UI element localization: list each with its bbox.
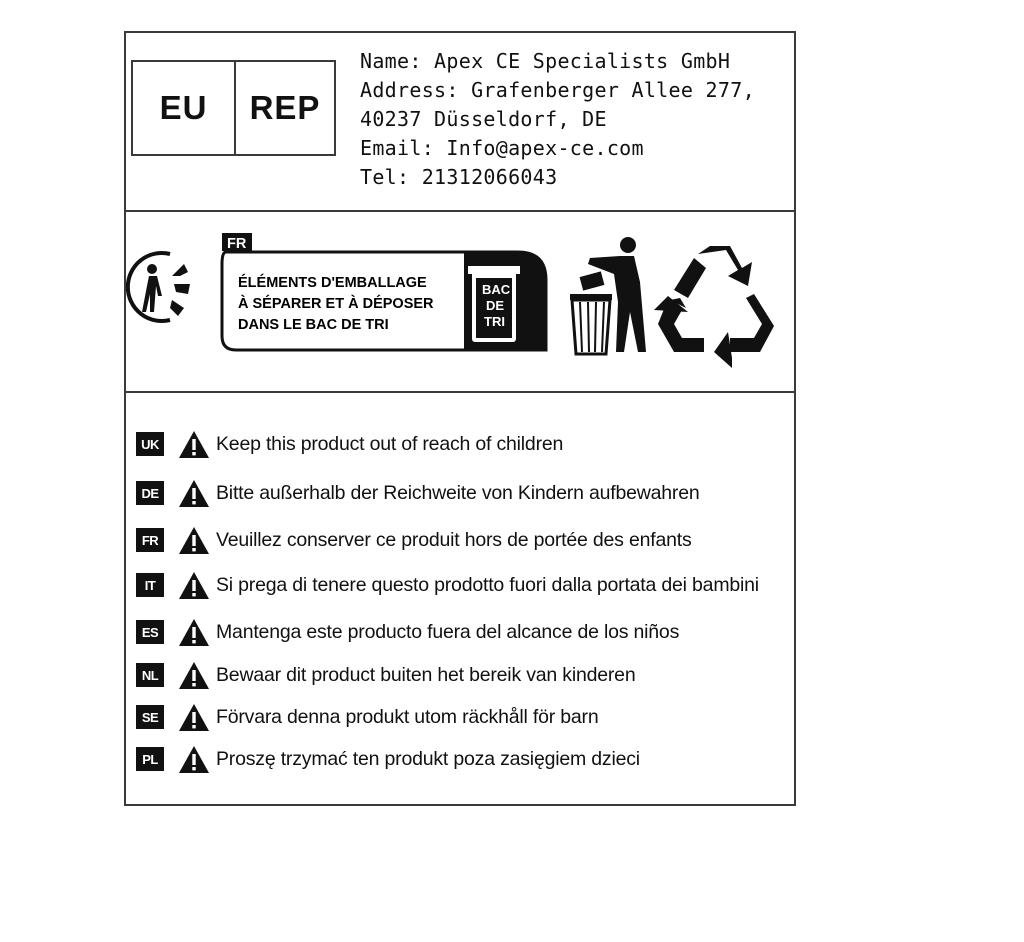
language-code-badge: FR xyxy=(136,528,164,552)
warning-triangle-icon xyxy=(178,703,210,732)
recycling-symbols xyxy=(126,212,794,391)
warning-row xyxy=(136,744,640,774)
warning-text: Bewaar dit product buiten het bereik van kinderen xyxy=(216,663,636,686)
recycling-section xyxy=(126,212,794,393)
language-code-badge: PL xyxy=(136,747,164,771)
triman-country-tag: FR xyxy=(227,236,247,252)
warning-triangle-icon xyxy=(178,526,210,555)
representative-address-block xyxy=(360,47,755,192)
warning-triangle-icon xyxy=(178,618,210,647)
warning-row xyxy=(136,478,700,508)
warning-row xyxy=(136,617,679,647)
language-code-badge: UK xyxy=(136,432,164,456)
representative-name: Name: Apex CE Specialists GmbH xyxy=(360,49,731,73)
warning-text: Veuillez conserver ce produit hors de portée des enfants xyxy=(216,528,692,551)
warning-triangle-icon xyxy=(178,745,210,774)
triman-line2: À SÉPARER ET À DÉPOSER xyxy=(238,296,434,312)
triman-icon xyxy=(128,253,190,321)
language-code-badge: DE xyxy=(136,481,164,505)
representative-tel: Tel: 21312066043 xyxy=(360,165,558,189)
language-code-badge: ES xyxy=(136,620,164,644)
ec-rep-eu: EU xyxy=(133,62,236,154)
warning-text: Keep this product out of reach of children xyxy=(216,432,564,455)
bin-label-1: BAC xyxy=(482,282,511,297)
triman-line3: DANS LE BAC DE TRI xyxy=(238,317,389,333)
warning-row xyxy=(136,570,759,600)
warning-row xyxy=(136,660,635,690)
language-code-badge: IT xyxy=(136,573,164,597)
warnings-section xyxy=(126,393,794,806)
representative-address-line2: 40237 Düsseldorf, DE xyxy=(360,107,607,131)
authorized-representative-section xyxy=(126,33,794,212)
warning-text: Bitte außerhalb der Reichweite von Kindern aufbewahren xyxy=(216,481,700,504)
triman-line1: ÉLÉMENTS D'EMBALLAGE xyxy=(238,275,427,291)
triman-info-box xyxy=(222,233,546,350)
tidy-man-icon xyxy=(570,237,646,354)
warning-text: Mantenga este producto fuera del alcance de los niños xyxy=(216,620,680,643)
language-code-badge: NL xyxy=(136,663,164,687)
recycle-icon xyxy=(654,246,774,368)
warning-row xyxy=(136,702,599,732)
warning-triangle-icon xyxy=(178,479,210,508)
language-code-badge: SE xyxy=(136,705,164,729)
warning-text: Si prega di tenere questo prodotto fuori dalla portata dei bambini xyxy=(216,573,759,596)
ec-rep-rep: REP xyxy=(249,89,321,126)
product-label xyxy=(124,31,796,806)
warning-text: Förvara denna produkt utom räckhåll för barn xyxy=(216,705,599,728)
bin-label-3: TRI xyxy=(484,314,505,329)
representative-email: Email: Info@apex-ce.com xyxy=(360,136,644,160)
warning-triangle-icon xyxy=(178,571,210,600)
warning-triangle-icon xyxy=(178,661,210,690)
representative-address-line1: Address: Grafenberger Allee 277, xyxy=(360,78,755,102)
warning-row xyxy=(136,525,692,555)
bin-label-2: DE xyxy=(486,298,505,313)
ec-rep-symbol xyxy=(131,60,336,156)
warning-text: Proszę trzymać ten produkt poza zasięgiem dzieci xyxy=(216,747,640,770)
warning-triangle-icon xyxy=(178,430,210,459)
warning-row xyxy=(136,429,563,459)
